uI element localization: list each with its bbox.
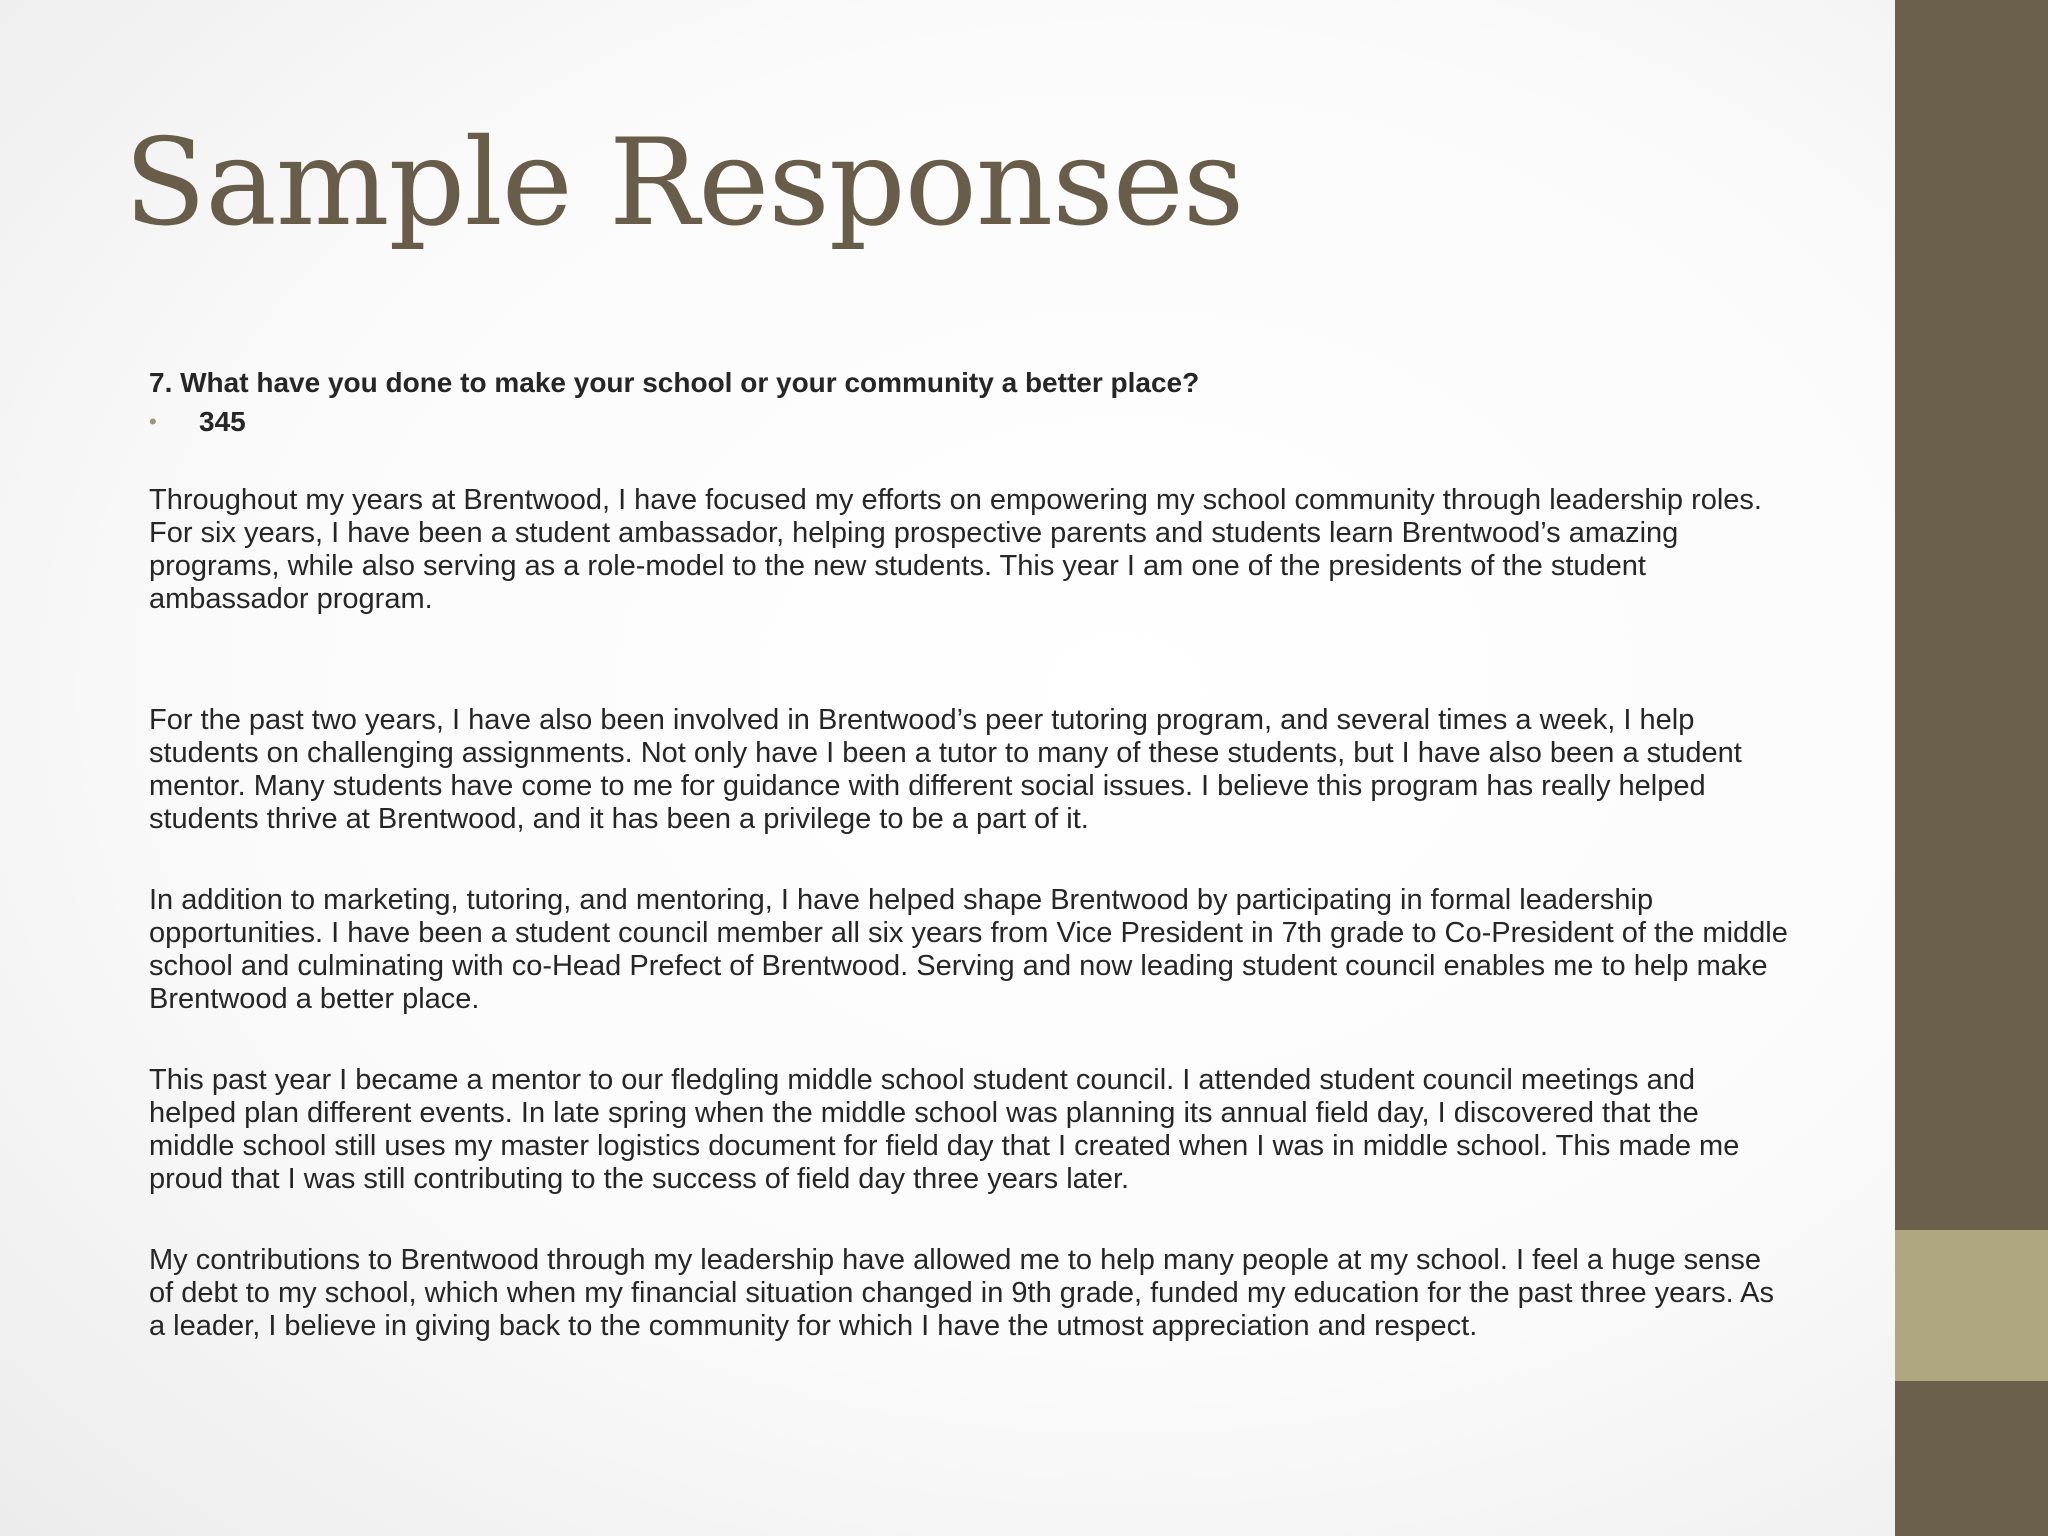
response-paragraph-5: My contributions to Brentwood through my leadership have allowed me to help many people at my school. I feel a huge sense of debt to my school, which when my financial situation changed in 9th grade, funded my education for the past three years. As a leader, I believe in giving back to the community for which I have the utmost appreciation and respect.: [149, 1244, 1774, 1342]
sidebar-accent-block: [1895, 1230, 2048, 1381]
response-paragraph-2: For the past two years, I have also been involved in Brentwood’s peer tutoring program, and several times a week, I help students on challenging assignments. Not only have I been a tutor to many of these students, but I have also been a student mentor. Many students have come to me for guidance with different social issues. I believe this program has really helped students thrive at Brentwood, and it has been a privilege to be a part of it.: [149, 704, 1742, 835]
score-item: [149, 402, 1789, 442]
slide-content: [149, 364, 1789, 1343]
slide-title: Sample Responses: [124, 114, 1244, 253]
response-paragraph-3: In addition to marketing, tutoring, and mentoring, I have helped shape Brentwood by participating in formal leadership opportunities. I have been a student council member all six years from Vice President in 7th grade to Co-President of the middle school and culminating with co-Head Prefect of Brentwood. Serving and now leading student council enables me to help make Brentwood a better place.: [149, 884, 1788, 1015]
bullet-icon: •: [149, 409, 157, 434]
question-heading: 7. What have you done to make your school or your community a better place?: [149, 367, 1200, 398]
response-paragraph-4: This past year I became a mentor to our fledgling middle school student council. I attended student council meetings and helped plan different events. In late spring when the middle school was planning its annual field day, I discovered that the middle school still uses my master logistics document for field day that I created when I was in middle school. This made me proud that I was still contributing to the success of field day three years later.: [149, 1064, 1740, 1195]
response-paragraph-1: Throughout my years at Brentwood, I have focused my efforts on empowering my school community through leadership roles. For six years, I have been a student ambassador, helping prospective parents and students learn Brentwood’s amazing programs, while also serving as a role-model to the new students. This year I am one of the presidents of the student ambassador program.: [149, 484, 1762, 615]
score-value: 345: [199, 406, 246, 437]
